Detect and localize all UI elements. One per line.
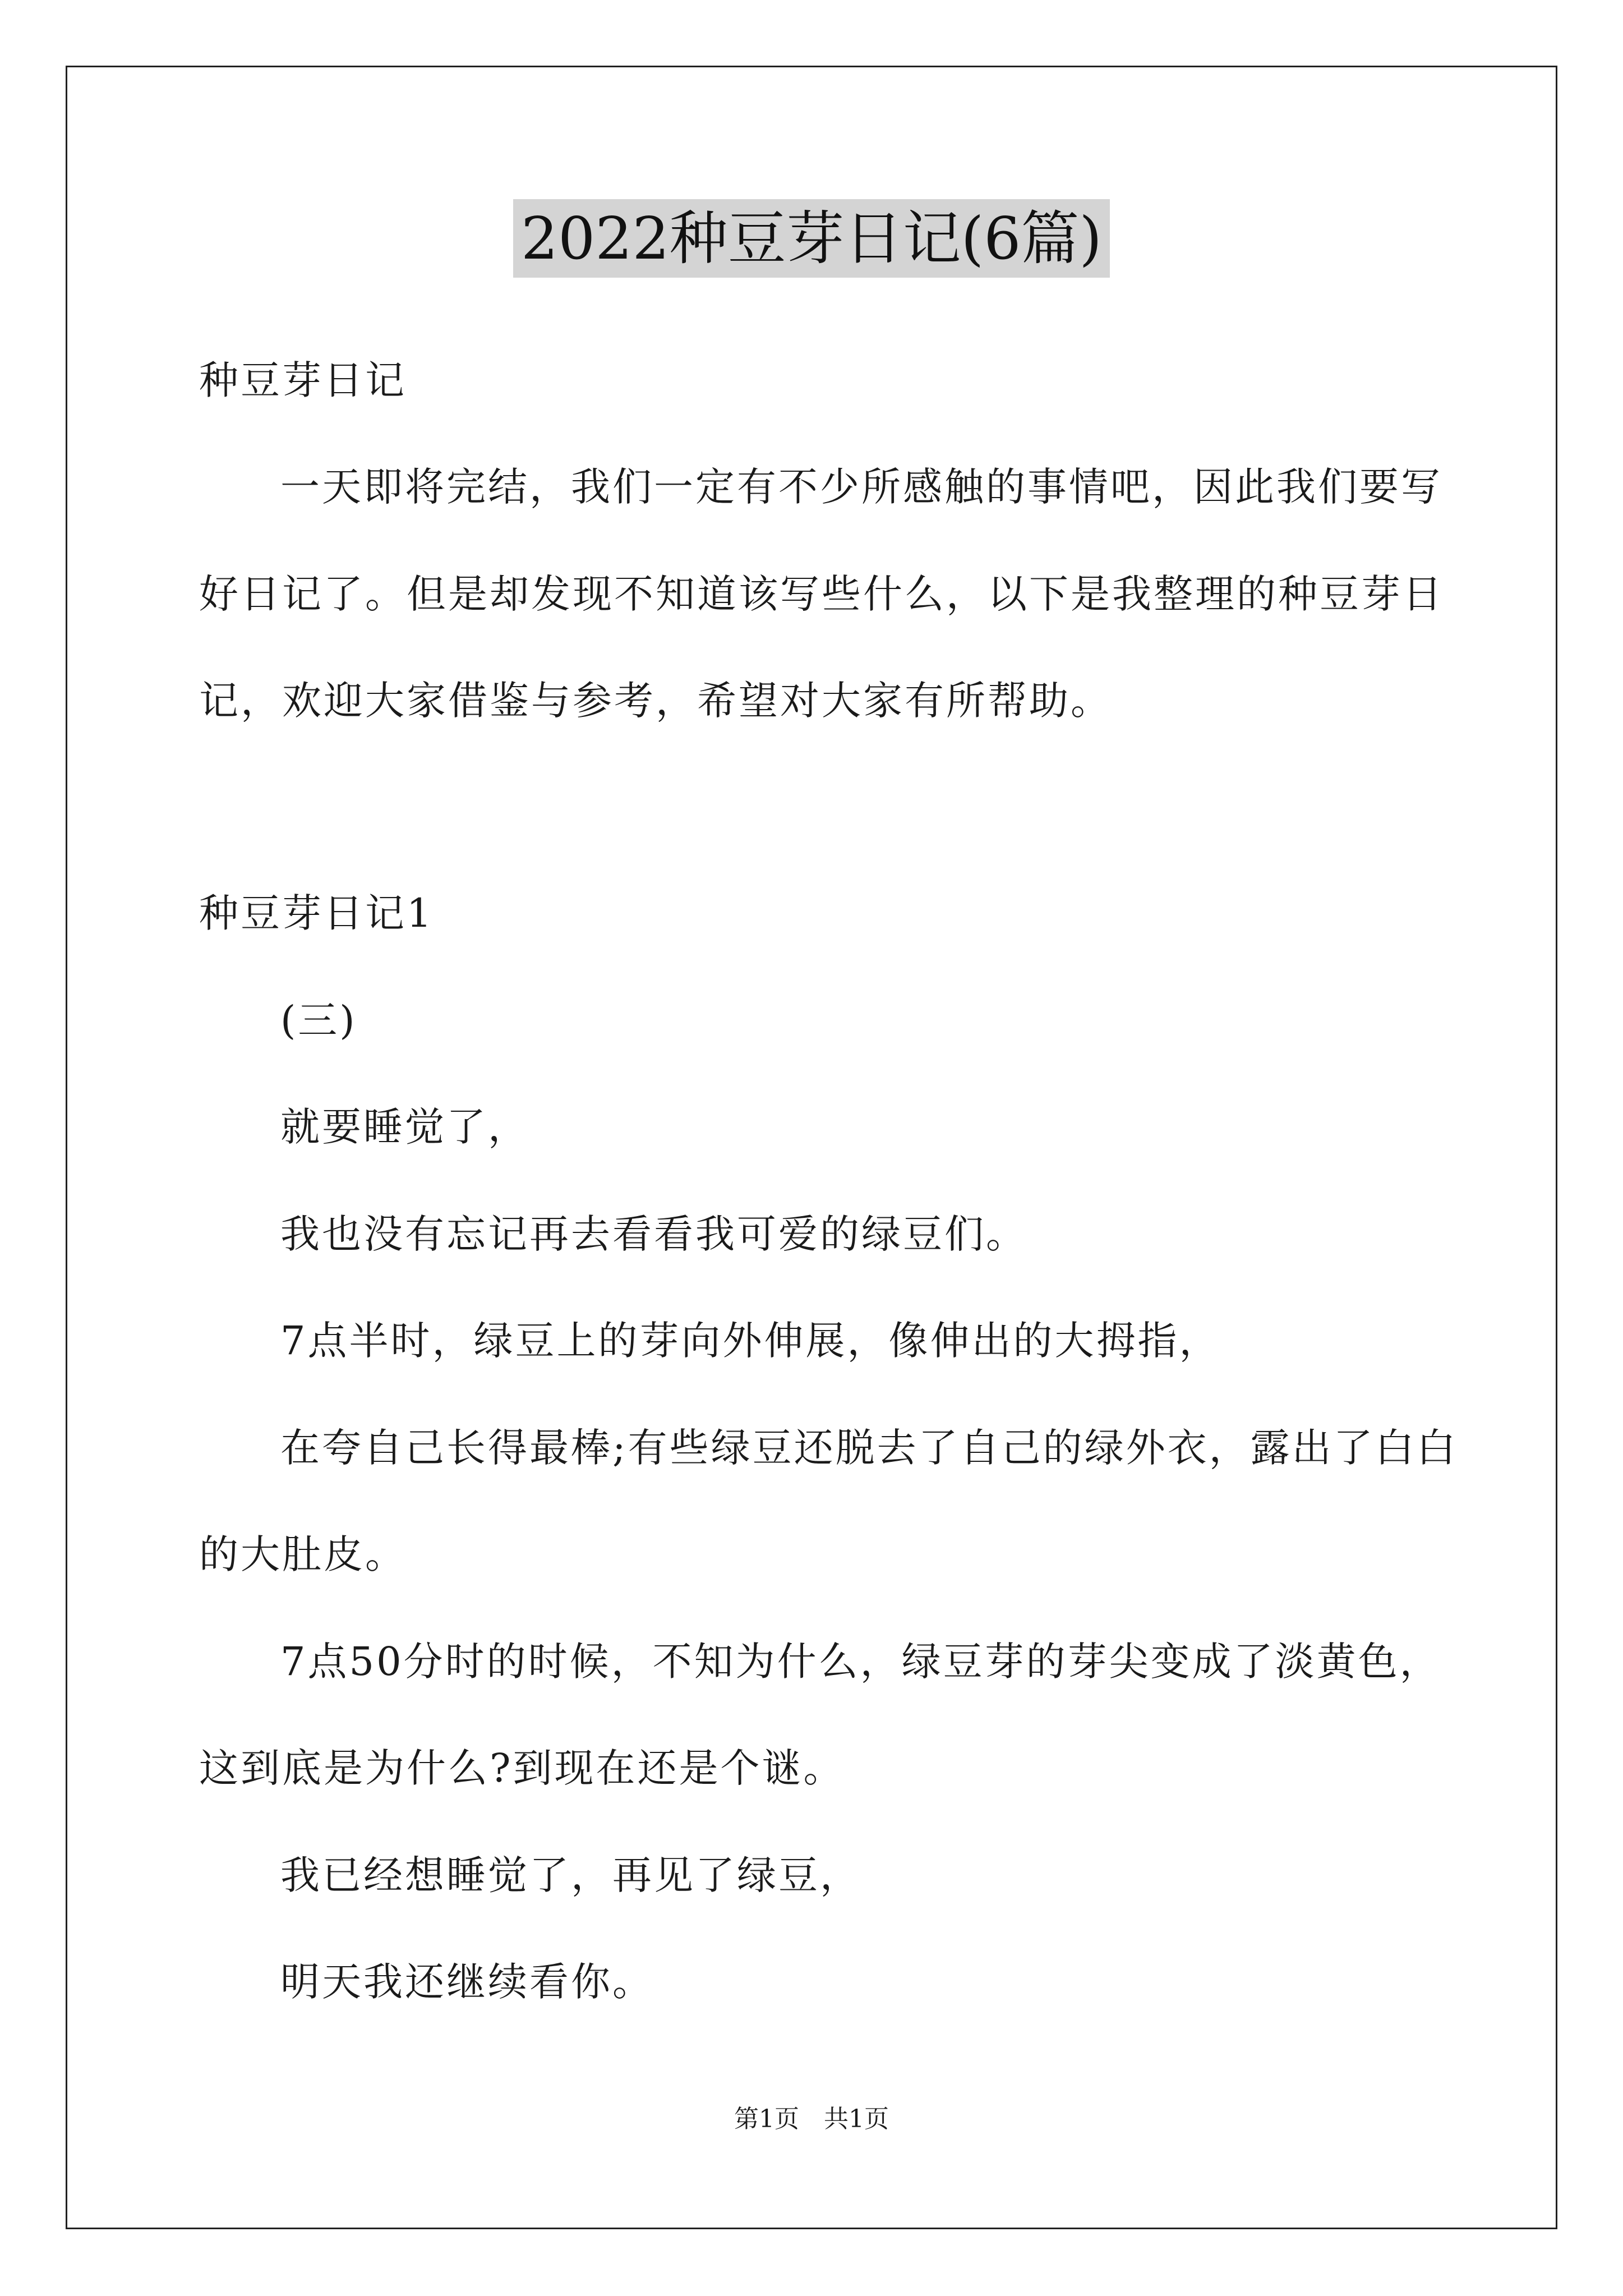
paragraph-line: 7点半时，绿豆上的芽向外伸展，像伸出的大拇指， xyxy=(280,1318,1221,1364)
paragraph-line: 7点50分时的时候，不知为什么，绿豆芽的芽尖变成了淡黄色， xyxy=(280,1639,1441,1685)
paragraph-line: 记，欢迎大家借鉴与参考，希望对大家有所帮助。 xyxy=(199,678,1112,724)
paragraph-line: 就要睡觉了， xyxy=(280,1104,529,1150)
page-number: 第1页 xyxy=(734,2105,799,2133)
document-title: 2022种豆芽日记(6篇) xyxy=(513,199,1110,278)
paragraph-line: 我也没有忘记再去看看我可爱的绿豆们。 xyxy=(280,1211,1027,1257)
page-total: 共1页 xyxy=(824,2105,889,2133)
paragraph-line: 明天我还继续看你。 xyxy=(280,1959,654,2005)
paragraph-line: 的大肚皮。 xyxy=(199,1531,407,1577)
section-heading: 种豆芽日记 xyxy=(199,357,407,403)
paragraph-line: 一天即将完结，我们一定有不少所感触的事情吧，因此我们要写 xyxy=(280,464,1442,510)
title-wrap xyxy=(0,199,1623,278)
paragraph-line: 好日记了。但是却发现不知道该写些什么，以下是我整理的种豆芽日 xyxy=(199,571,1444,617)
page-footer xyxy=(0,2102,1623,2136)
paragraph-line: 在夸自己长得最棒;有些绿豆还脱去了自己的绿外衣，露出了白白 xyxy=(280,1425,1458,1471)
section-heading: 种豆芽日记1 xyxy=(199,890,434,936)
paragraph-line: 这到底是为什么?到现在还是个谜。 xyxy=(199,1745,845,1791)
paragraph-line: (三) xyxy=(280,997,357,1043)
paragraph-line: 我已经想睡觉了，再见了绿豆， xyxy=(280,1852,861,1898)
